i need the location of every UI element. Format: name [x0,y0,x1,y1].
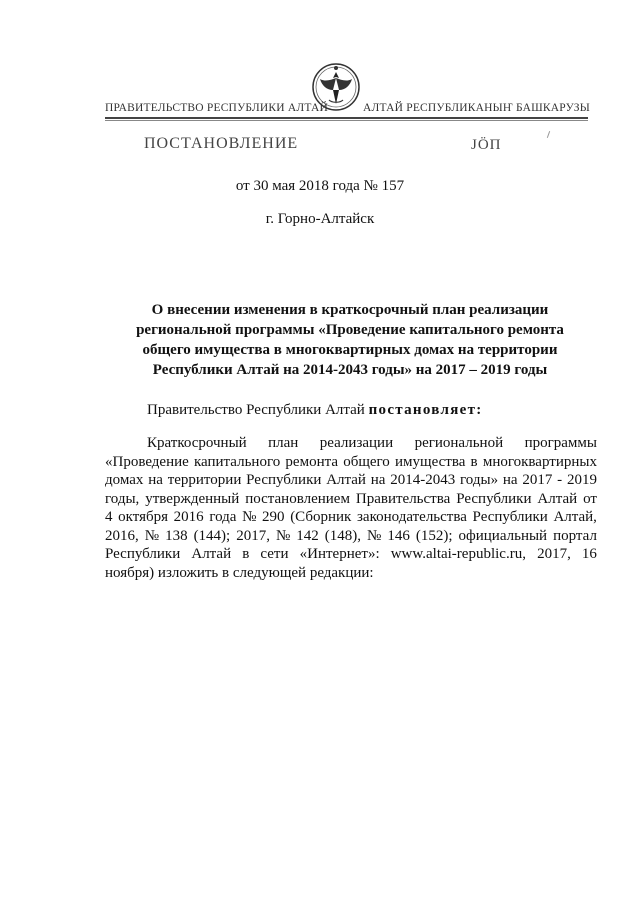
body-word: на [370,472,386,488]
body-word: законодательства [357,509,467,525]
body-line [105,453,597,472]
body-word: в [242,546,250,562]
body-word: домах [105,472,144,488]
body-word: Краткосрочный [147,435,247,451]
body-word: (144); [193,527,231,544]
body-word: 2017, [236,527,270,544]
body-word: - [557,472,563,488]
body-word: Республики [105,546,181,562]
city: г. Горно-Алтайск [265,211,375,227]
body-word: № [144,527,160,544]
title-line: О внесении изменения в краткосрочный план реализации [151,302,549,318]
body-word: Алтай [191,546,232,562]
body-word: 2019 [566,472,597,488]
header-rule-thin [105,120,588,121]
body-word: (148), [324,527,362,544]
body-word: портал [553,527,597,544]
body-word: реализации [319,435,394,451]
government-name-ru: ПРАВИТЕЛЬСТВО РЕСПУБЛИКИ АЛТАЙ [105,102,329,114]
body-word: (152); [415,527,453,544]
body-line [105,471,597,490]
body-word: ремонта [285,453,338,470]
body-word: (Сборник [290,509,352,525]
document-title [110,300,590,380]
body-word: 4 [105,509,113,525]
body-word: 142 [296,527,319,544]
body-word: региональной [414,435,504,451]
body-word: годы, [105,490,140,507]
scan-mark [547,131,550,138]
body-word: 2014-2043 [390,472,456,488]
body-word: 2016 [173,509,204,525]
body-word: «Интернет»: [299,546,380,562]
body-word: «Проведение [105,453,189,470]
body-line [105,490,597,509]
body-word: Алтай, [553,509,597,525]
body-word: имущества [395,453,466,470]
body-line [105,564,597,583]
body-word: следующей [232,564,310,581]
body-word: многоквартирных [482,453,597,470]
body-word: Алтай [326,472,366,488]
body-word: редакции: [309,564,374,581]
body-word: октября [118,509,169,525]
title-line: Республики Алтай на 2014-2043 годы» на 2017 – 2019 годы [152,362,548,378]
body-word: территории [167,472,242,488]
resolves-line [147,402,483,419]
body-word: 290 [262,509,285,525]
body-word: постановлением [245,490,350,507]
header-rule [105,117,588,119]
body-line [105,508,597,527]
body-word: 2017, [537,546,571,562]
body-word: на [502,472,518,488]
body-word: № [367,527,382,544]
date-number: от 30 мая 2018 года № 157 [235,178,405,194]
body-word: ноября) [105,564,158,581]
body-word: в [222,564,233,581]
body-line [105,434,597,453]
body-word: программы [524,435,597,451]
body-word: утвержденный [145,490,240,507]
body-word: сети [260,546,289,562]
body-word: изложить [157,564,223,581]
body-word: www.altai-republic.ru, [390,546,526,562]
body-line [105,527,597,546]
body-word: официальный [458,527,548,544]
body-line [105,545,597,564]
body-word: план [268,435,299,451]
body-word: 138 [165,527,188,544]
body-word: в [470,453,478,470]
body-word: Алтай [537,490,578,507]
body-word: Республики [246,472,322,488]
body-word: от [583,490,597,507]
body-word: № [242,509,257,525]
body-word: года [209,509,237,525]
resolves-verb: постановляет: [368,402,483,418]
government-name-alt: АЛТАЙ РЕСПУБЛИКАНЫҤ БАШКАРУЗЫ [363,102,590,114]
body-word: 16 [581,546,597,562]
decree-type-alt: ЈÖП [471,137,502,153]
decree-type-ru: ПОСТАНОВЛЕНИЕ [144,135,299,152]
title-line: общего имущества в многоквартирных домах на территории [142,342,558,358]
body-word: 2017 [522,472,553,488]
body-word: Республики [456,490,532,507]
body-word: Правительства [355,490,451,507]
resolves-prefix: Правительство Республики Алтай [147,402,365,418]
body-word: 146 [387,527,410,544]
body-paragraph [105,434,597,582]
body-word: № [275,527,291,544]
body-word: общего [343,453,390,470]
body-word: на [148,472,163,488]
body-word: 2016, [105,527,139,544]
body-word: капитального [193,453,281,470]
body-word: Республики [472,509,548,525]
title-line: региональной программы «Проведение капитального ремонта [136,322,564,338]
body-word: годы» [460,472,499,488]
